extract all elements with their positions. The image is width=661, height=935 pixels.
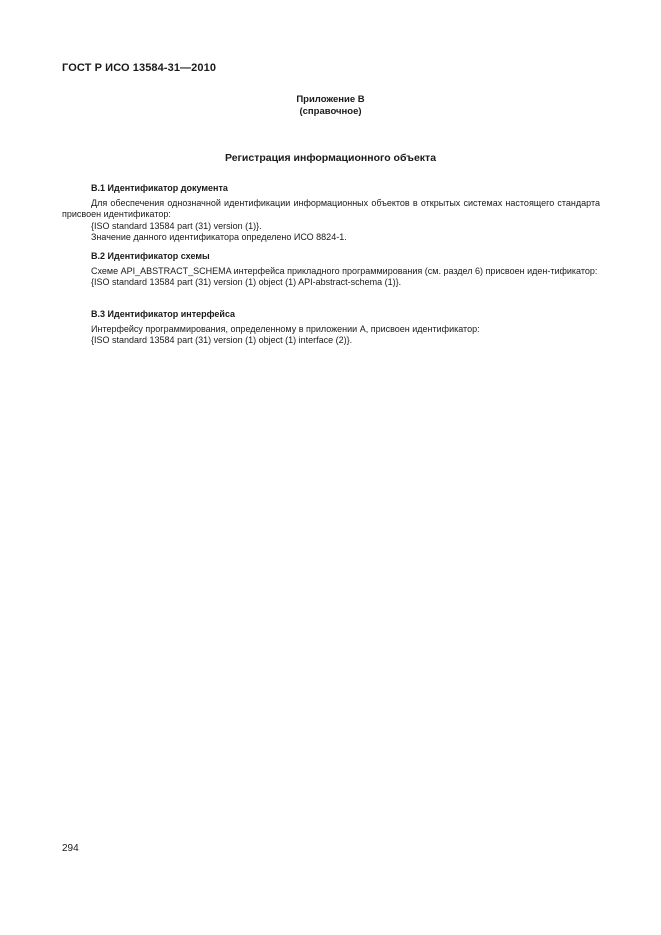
section-b1 — [62, 183, 600, 244]
b2-heading: B.2 Идентификатор схемы — [91, 251, 210, 261]
b2-paragraph: Схеме API_ABSTRACT_SCHEMA интерфейса прикладного программирования (см. раздел 6) присвоен иден-тификатор: — [91, 265, 598, 276]
b3-heading: B.3 Идентификатор интерфейса — [91, 309, 236, 319]
annex-status: (справочное) — [299, 106, 362, 117]
document-code-header: ГОСТ Р ИСО 13584-31—2010 — [62, 62, 217, 74]
page-number: 294 — [62, 843, 79, 854]
b1-identifier: {ISO standard 13584 part (31) version (1)}. — [91, 220, 262, 231]
section-title: Регистрация информационного объекта — [224, 152, 437, 164]
b1-heading: B.1 Идентификатор документа — [91, 183, 228, 193]
section-b2 — [62, 251, 600, 289]
b1-note: Значение данного идентификатора определено ИСО 8824-1. — [91, 232, 347, 242]
b3-paragraph: Интерфейсу программирования, определенному в приложении А, присвоен идентификатор: — [91, 323, 480, 334]
b1-paragraph: Для обеспечения однозначной идентификации информационных объектов в открытых системах настоящего стандарта присвоен идентификатор: — [62, 197, 600, 219]
b2-identifier: {ISO standard 13584 part (31) version (1) object (1) API-abstract-schema (1)}. — [91, 277, 402, 287]
b3-identifier: {ISO standard 13584 part (31) version (1) object (1) interface (2)}. — [91, 335, 353, 345]
annex-title: Приложение B — [296, 94, 365, 105]
section-b3 — [62, 309, 600, 347]
